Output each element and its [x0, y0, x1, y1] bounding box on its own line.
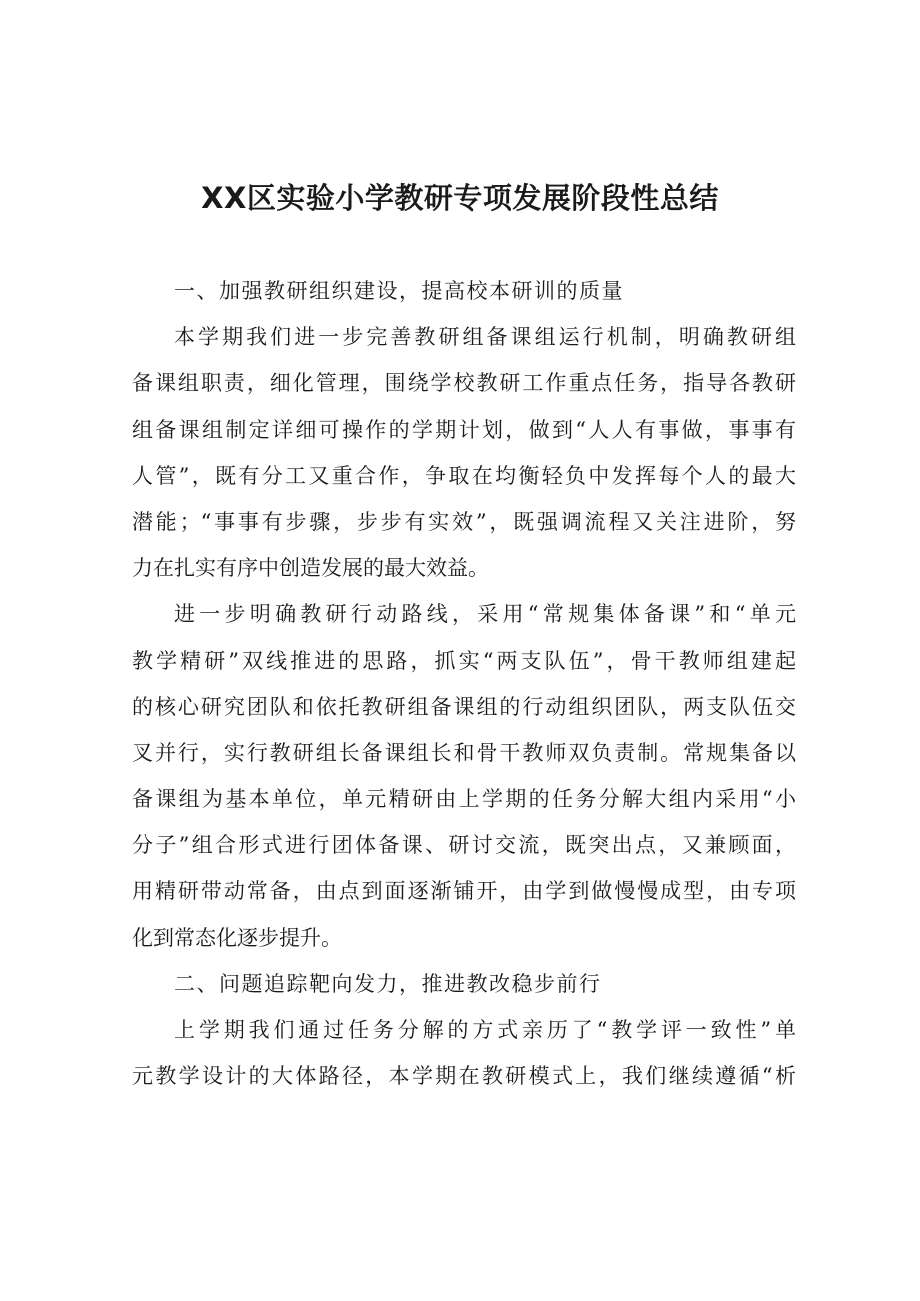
paragraph-line: 组备课组制定详细可操作的学期计划，做到“人人有事做，事事有 [132, 417, 796, 442]
paragraph-line: 的核心研究团队和依托教研组备课组的行动组织团队，两支队伍交 [132, 694, 796, 719]
paragraph-line: 潜能；“事事有步骤，步步有实效”，既强调流程又关注进阶，努 [132, 509, 796, 534]
section-heading-1: 一、加强教研组织建设，提高校本研训的质量 [174, 279, 624, 303]
paragraph-line: 力在扎实有序中创造发展的最大效益。 [132, 556, 489, 581]
section-heading-2: 二、问题追踪靶向发力，推进教改稳步前行 [174, 971, 602, 996]
paragraph-line: 人管”，既有分工又重合作，争取在均衡轻负中发挥每个人的最大 [132, 463, 796, 488]
paragraph-line: 上学期我们通过任务分解的方式亲历了“教学评一致性”单 [174, 1018, 796, 1043]
paragraph-2 [132, 591, 796, 961]
paragraph-line: 元教学设计的大体路径，本学期在教研模式上，我们继续遵循“析 [132, 1064, 796, 1089]
paragraph-line: 本学期我们进一步完善教研组备课组运行机制，明确教研组 [174, 325, 796, 350]
paragraph-line: 备课组职责，细化管理，围绕学校教研工作重点任务，指导各教研 [132, 371, 796, 396]
paragraph-line: 备课组为基本单位，单元精研由上学期的任务分解大组内采用“小 [132, 787, 796, 812]
paragraph-line: 分子”组合形式进行团体备课、研讨交流，既突出点，又兼顾面， [132, 833, 796, 858]
paragraph-1 [132, 314, 796, 591]
document-body [132, 268, 796, 1099]
paragraph-line: 用精研带动常备，由点到面逐渐铺开，由学到做慢慢成型，由专项 [132, 879, 796, 904]
paragraph-line: 进一步明确教研行动路线，采用“常规集体备课”和“单元 [174, 602, 796, 627]
paragraph-3 [132, 1007, 796, 1099]
paragraph-line: 叉并行，实行教研组长备课组长和骨干教师双负责制。常规集备以 [132, 740, 796, 765]
paragraph-line: 化到常态化逐步提升。 [132, 925, 342, 950]
document-title: XX区实验小学教研专项发展阶段性总结 [201, 181, 719, 215]
paragraph-line: 教学精研”双线推进的思路，抓实“两支队伍”，骨干教师组建起 [132, 648, 796, 673]
